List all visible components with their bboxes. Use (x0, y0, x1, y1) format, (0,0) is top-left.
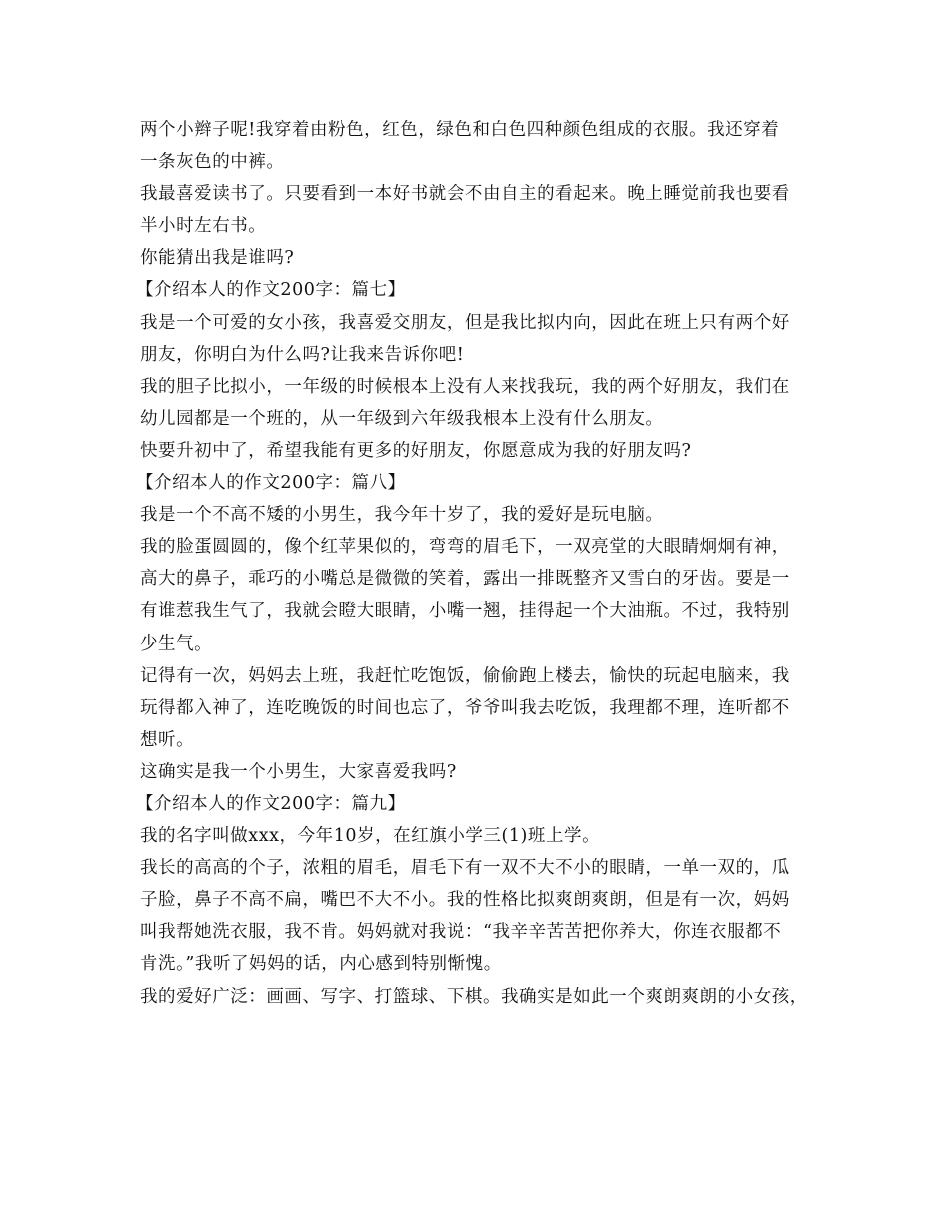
section-heading-8: 【介绍本人的作文200字：篇八】 (136, 473, 406, 494)
text-line: 一条灰色的中裤。 (140, 152, 285, 173)
text-line: 叫我帮她洗衣服，我不肯。妈妈就对我说：“我辛辛苦苦把你养大，你连衣服都不 (140, 922, 782, 943)
text-line: 我的脸蛋圆圆的，像个红苹果似的，弯弯的眉毛下，一双亮堂的大眼睛炯炯有神， (140, 537, 790, 558)
text-line: 幼儿园都是一个班的，从一年级到六年级我根本上没有什么朋友。 (140, 408, 664, 429)
text-line: 我的爱好广泛：画画、写字、打篮球、下棋。我确实是如此一个爽朗爽朗的小女孩， (140, 986, 808, 1007)
text-line: 你能猜出我是谁吗? (140, 248, 295, 269)
text-line: 少生气。 (140, 633, 213, 654)
text-line: 记得有一次，妈妈去上班，我赶忙吃饱饭，偷偷跑上楼去，愉快的玩起电脑来，我 (140, 665, 790, 686)
text-line: 我长的高高的个子，浓粗的眉毛，眉毛下有一双不大不小的眼睛，一单一双的，瓜 (140, 858, 790, 879)
text-line: 我最喜爱读书了。只要看到一本好书就会不由自主的看起来。晚上睡觉前我也要看 (140, 184, 790, 205)
text-line: 高大的鼻子，乖巧的小嘴总是微微的笑着，露出一排既整齐又雪白的牙齿。要是一 (140, 569, 790, 590)
text-line: 半小时左右书。 (140, 216, 267, 237)
text-line: 我的名字叫做xxx，今年10岁，在红旗小学三(1)班上学。 (140, 826, 601, 847)
text-line: 朋友，你明白为什么吗?让我来告诉你吧! (140, 344, 465, 365)
text-line: 两个小辫子呢!我穿着由粉色，红色，绿色和白色四种颜色组成的衣服。我还穿着 (140, 120, 780, 140)
text-line: 我是一个不高不矮的小男生，我今年十岁了，我的爱好是玩电脑。 (140, 505, 664, 526)
text-line: 有谁惹我生气了，我就会瞪大眼睛，小嘴一翘，挂得起一个大油瓶。不过，我特别 (140, 601, 790, 622)
text-line: 我的胆子比拟小，一年级的时候根本上没有人来找我玩，我的两个好朋友，我们在 (140, 376, 790, 397)
section-heading-7: 【介绍本人的作文200字：篇七】 (136, 280, 406, 301)
essay-text-block (136, 114, 830, 1013)
text-line: 肯洗。”我听了妈妈的话，内心感到特别惭愧。 (140, 954, 502, 975)
text-line: 玩得都入神了，连吃晚饭的时间也忘了，爷爷叫我去吃饭，我理都不理，连听都不 (140, 697, 790, 718)
text-line: 这确实是我一个小男生，大家喜爱我吗? (140, 761, 457, 782)
section-heading-9: 【介绍本人的作文200字：篇九】 (136, 793, 406, 814)
text-line: 我是一个可爱的女小孩，我喜爱交朋友，但是我比拟内向，因此在班上只有两个好 (140, 312, 790, 333)
text-line: 快要升初中了，希望我能有更多的好朋友，你愿意成为我的好朋友吗? (140, 440, 692, 461)
text-line: 子脸，鼻子不高不扁，嘴巴不大不小。我的性格比拟爽朗爽朗，但是有一次，妈妈 (140, 890, 790, 911)
text-line: 想听。 (140, 729, 195, 750)
